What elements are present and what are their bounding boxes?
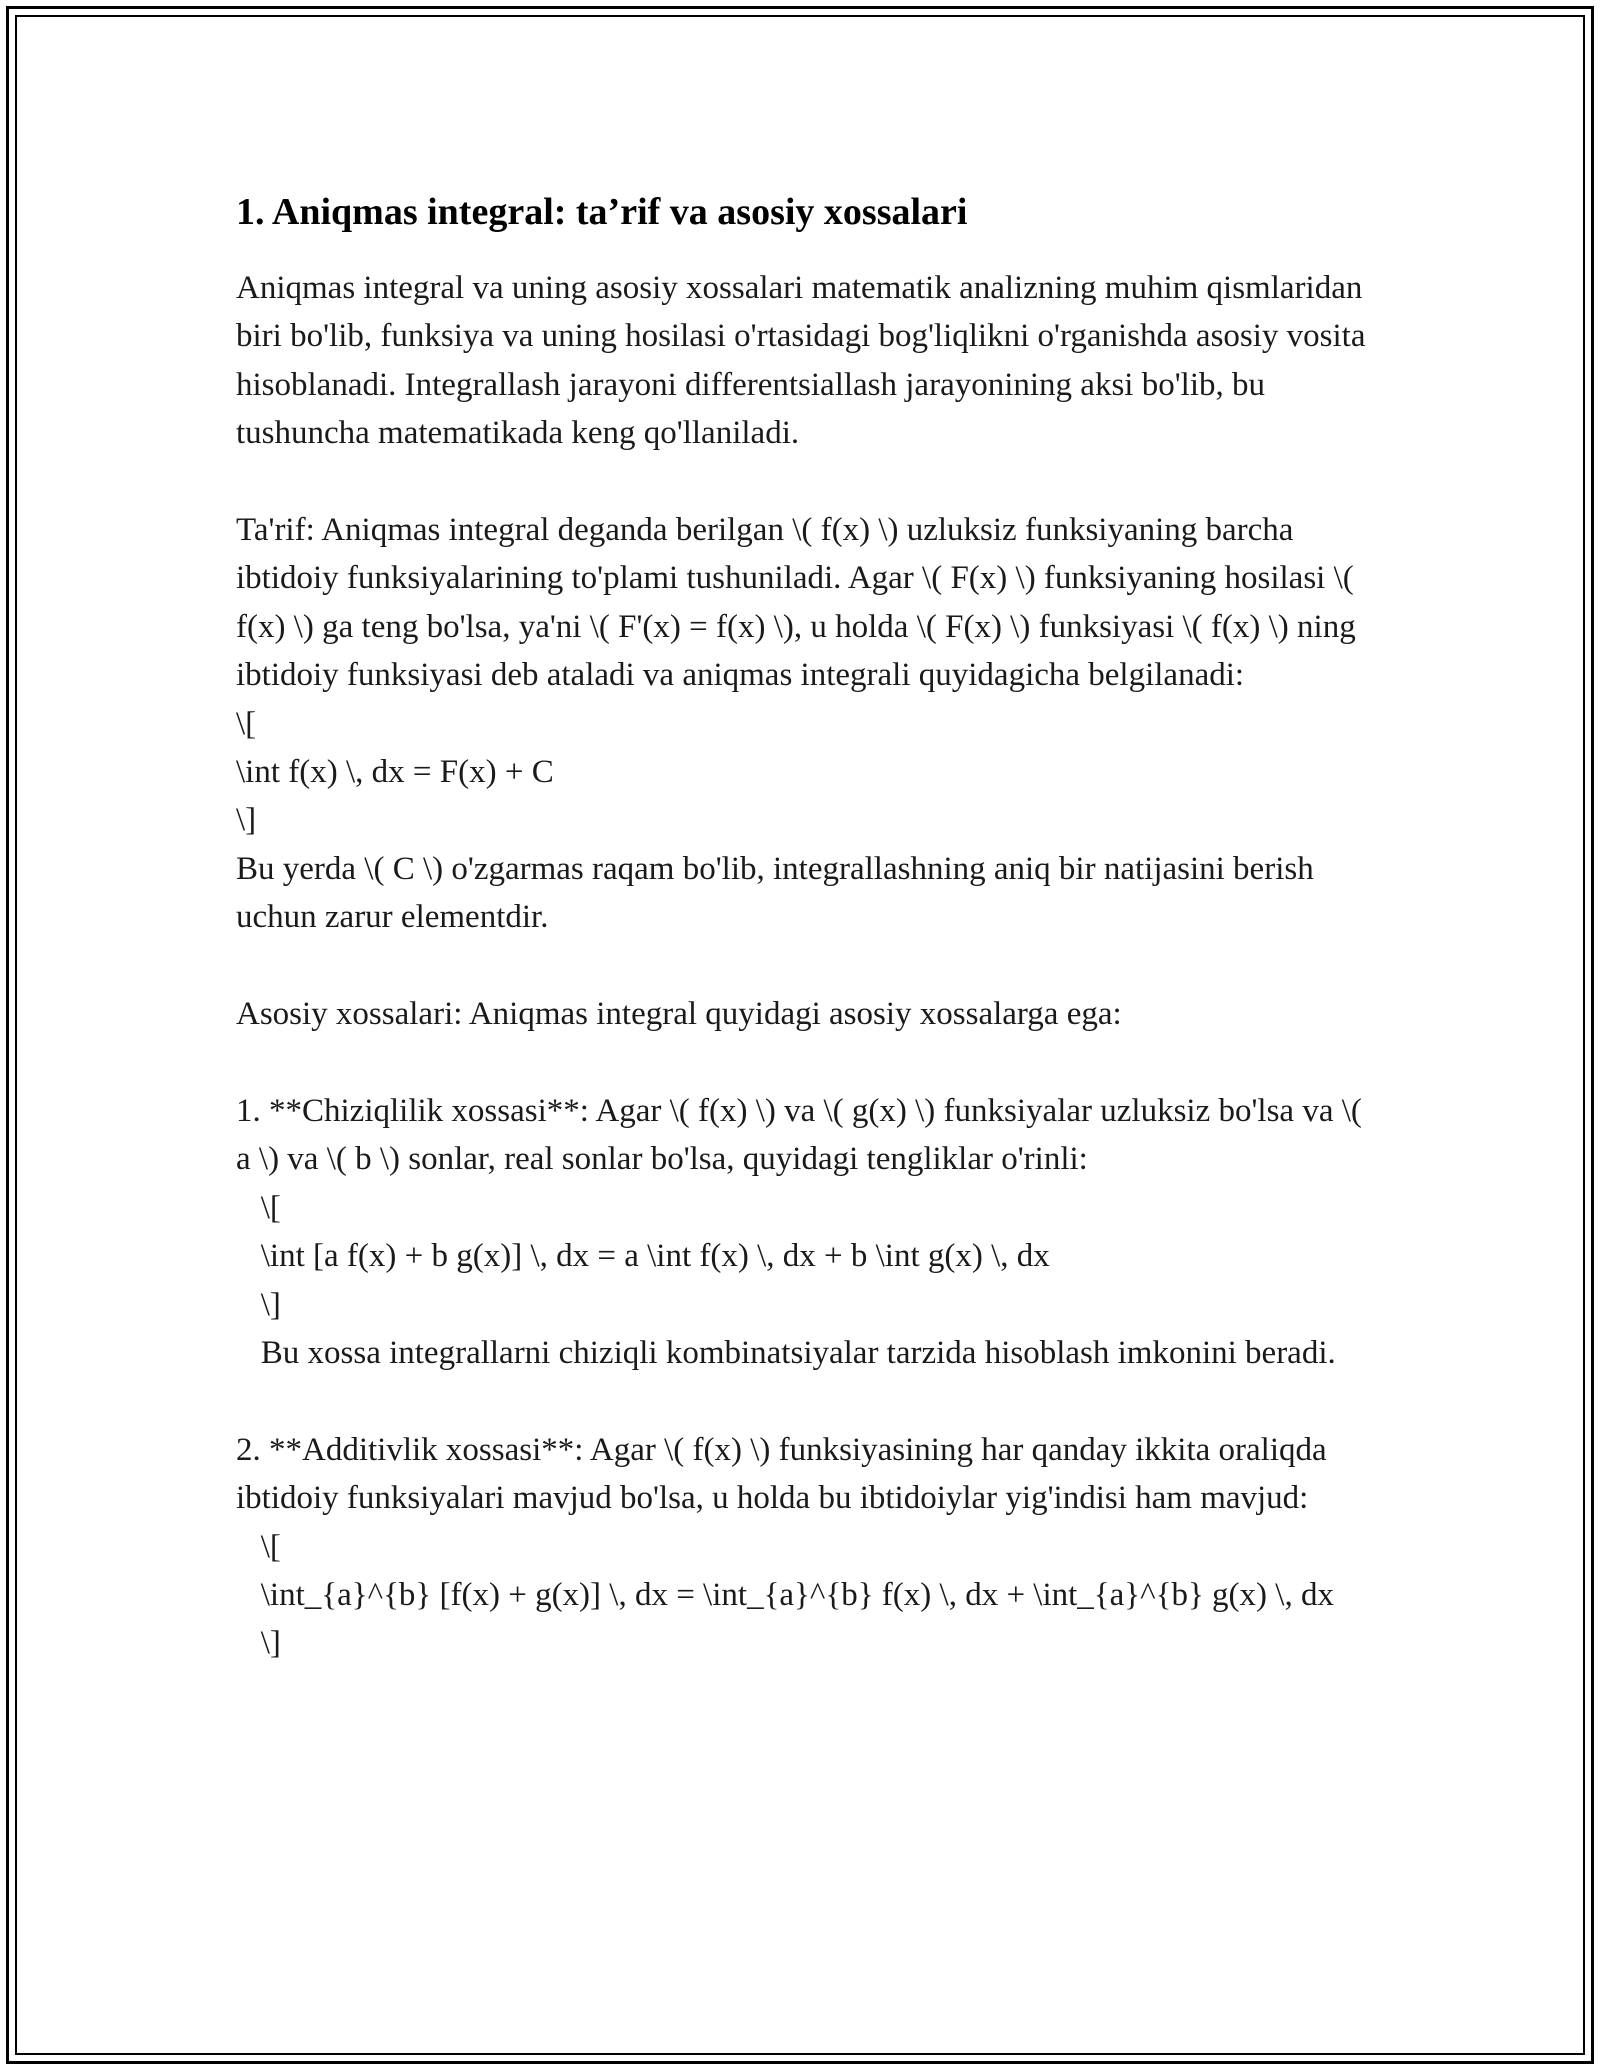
document-content: [236, 186, 1366, 1668]
document-body: Aniqmas integral va uning asosiy xossalari matematik analizning muhim qismlaridan biri bo'lib, funksiya va uning hosilasi o'rtasidagi bog'liqlikni o'rganishda asosiy vosita hisoblanadi. Integrallash jarayoni differentsiallash jarayonining aksi bo'lib, bu tushuncha matematikada keng qo'llaniladi. Ta'rif: Aniqmas integral deganda berilgan \( f(x) \) uzluksiz funksiyaning barcha ibtidoiy funksiyalarining to'plami tushuniladi. Agar \( F(x) \) funksiyaning hosilasi \( f(x) \) ga teng bo'lsa, ya'ni \( F'(x) = f(x) \), u holda \( F(x) \) funksiyasi \( f(x) \) ning ibtidoiy funksiyasi deb ataladi va aniqmas integrali quyidagicha belgilanadi: \[ \int f(x) \, dx = F(x) + C \] Bu yerda \( C \) o'zgarmas raqam bo'lib, integrallashning aniq bir natijasini berish uchun zarur elementdir. Asosiy xossalari: Aniqmas integral quyidagi asosiy xossalarga ega: 1. **Chiziqlilik xossasi**: Agar \( f(x) \) va \( g(x) \) funksiyalar uzluksiz bo'lsa va \( a \) va \( b \) sonlar, real sonlar bo'lsa, quyidagi tengliklar o'rinli: \[ \int [a f(x) + b g(x)] \, dx = a \int f(x) \, dx + b \int g(x) \, dx \] Bu xossa integrallarni chiziqli kombinatsiyalar tarzida hisoblash imkonini beradi. 2. **Additivlik xossasi**: Agar \( f(x) \) funksiyasining har qanday ikkita oraliqda ibtidoiy funksiyalari mavjud bo'lsa, u holda bu ibtidoiylar yig'indisi ham mavjud: \[ \int_{a}^{b} [f(x) + g(x)] \, dx = \int_{a}^{b} f(x) \, dx + \int_{a}^{b} g(x) \, dx \]: [236, 270, 1366, 1662]
section-heading: 1. Aniqmas integral: ta’rif va asosiy xossalari: [236, 191, 968, 233]
